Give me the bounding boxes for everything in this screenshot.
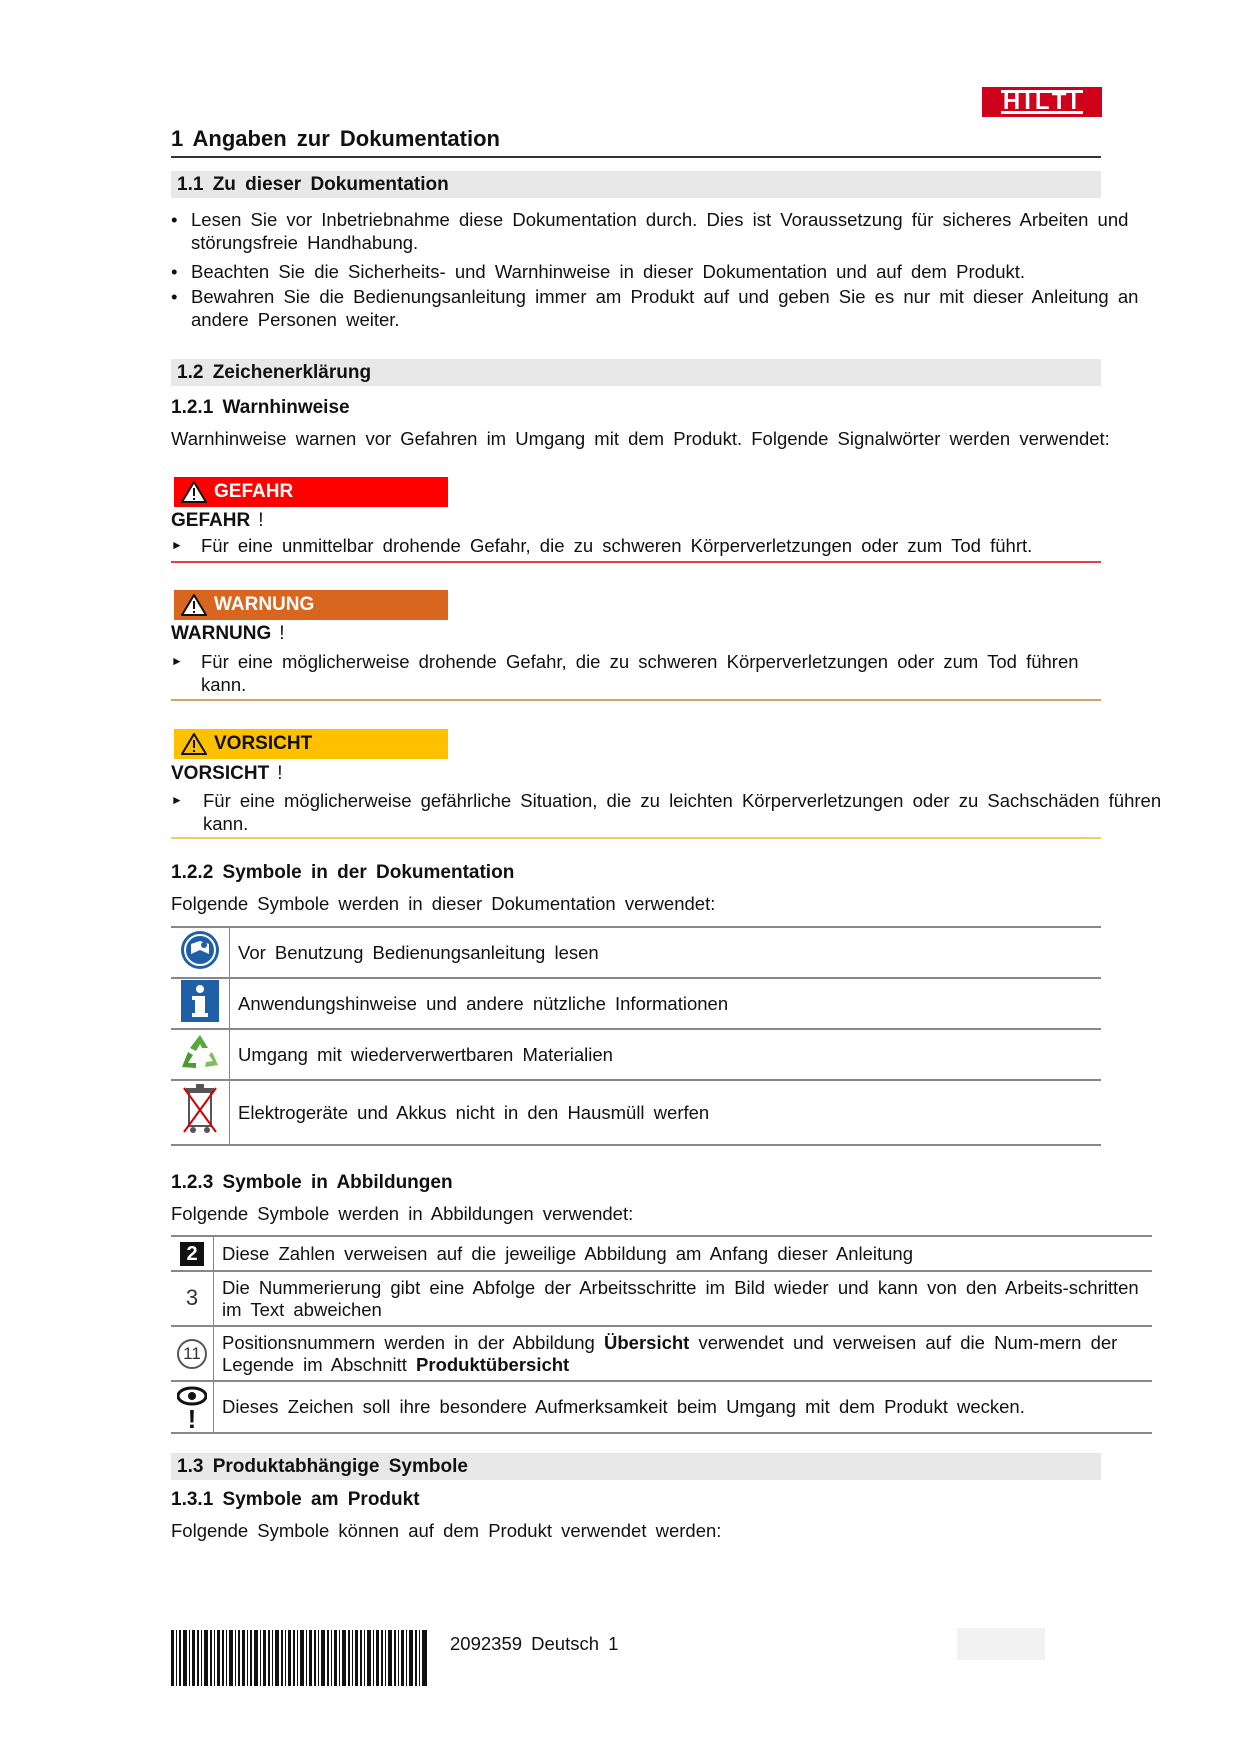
doc-symbols-intro: Folgende Symbole werden in dieser Dokumentation verwendet: xyxy=(171,893,716,914)
gefahr-text: Für eine unmittelbar drohende Gefahr, die zu schweren Körperverletzungen oder zum Tod führt. xyxy=(201,535,1033,556)
read-manual-icon xyxy=(171,927,230,978)
warning-triangle-icon xyxy=(174,733,214,755)
warnung-mark: ! xyxy=(279,623,285,644)
chapter-title: 1 Angaben zur Dokumentation xyxy=(171,126,1101,158)
fig-symbol-text: Dieses Zeichen soll ihre besondere Aufmerksamkeit beim Umgang mit dem Produkt wecken. xyxy=(214,1381,1153,1433)
gefahr-word: GEFAHR xyxy=(171,510,251,531)
table-row xyxy=(171,1029,1101,1080)
table-row xyxy=(171,1326,1152,1381)
vorsicht-label: VORSICHT xyxy=(214,733,313,754)
doc-symbol-text: Anwendungshinweise und andere nützliche Informationen xyxy=(230,978,1102,1029)
bullet-item: • Beachten Sie die Sicherheits- und Warnhinweise in dieser Dokumentation und auf dem Produkt. xyxy=(171,260,1156,283)
bullet-item: • Bewahren Sie die Bedienungsanleitung immer am Produkt auf und geben Sie es nur mit dieser Anleitung an andere Personen weiter. xyxy=(171,285,1181,331)
gefahr-description: ► Für eine unmittelbar drohende Gefahr, die zu schweren Körperverletzungen oder zum Tod führt. xyxy=(171,535,1033,556)
product-symbols-intro: Folgende Symbole können auf dem Produkt verwendet werden: xyxy=(171,1520,722,1541)
doc-symbol-text: Vor Benutzung Bedienungsanleitung lesen xyxy=(230,927,1102,978)
gefahr-banner xyxy=(174,477,448,507)
warnung-word: WARNUNG xyxy=(171,623,272,644)
attention-eye-icon: ! xyxy=(171,1381,214,1433)
logo-text: HILTI xyxy=(1002,88,1082,115)
fig-symbol-text: Die Nummerierung gibt eine Abfolge der Arbeitsschritte im Bild wieder und kann von den Arbeits-schritten im Text abweichen xyxy=(214,1271,1153,1326)
vorsicht-heading xyxy=(171,763,282,785)
bullet-item: • Lesen Sie vor Inbetriebnahme diese Dokumentation durch. Dies ist Voraussetzung für sicheres Arbeiten und störungsfreie Handhabung. xyxy=(171,209,1129,253)
warnings-intro: Warnhinweise warnen vor Gefahren im Umgang mit dem Produkt. Folgende Signalwörter werden verwendet: xyxy=(171,428,1110,449)
recycling-icon xyxy=(171,1029,230,1080)
page-marker xyxy=(957,1628,1045,1660)
position-number-icon: 11 xyxy=(171,1326,214,1381)
section-1-2-1-title: 1.2.1 Warnhinweise xyxy=(171,397,350,418)
warnung-text: Für eine möglicherweise drohende Gefahr, die zu schweren Körperverletzungen oder zum Tod führen kann. xyxy=(201,651,1079,695)
step-number-icon: 3 xyxy=(171,1271,214,1326)
barcode xyxy=(171,1630,427,1686)
table-row xyxy=(171,1271,1152,1326)
table-row xyxy=(171,1381,1152,1433)
hilti-logo xyxy=(982,87,1102,117)
gefahr-divider xyxy=(171,561,1101,563)
table-row xyxy=(171,927,1101,978)
vorsicht-description: ► Für eine möglicherweise gefährliche Situation, die zu leichten Körperverletzungen oder zu Sachschäden führen kann. xyxy=(171,789,1171,835)
doc-symbols-table xyxy=(171,926,1101,1146)
warnung-description: ► Für eine möglicherweise drohende Gefahr, die zu schweren Körperverletzungen oder zum Tod führen kann. xyxy=(171,650,1101,696)
section-1-1-title: 1.1 Zu dieser Dokumentation xyxy=(171,171,1101,198)
table-row xyxy=(171,1236,1152,1271)
gefahr-label: GEFAHR xyxy=(214,481,294,502)
warning-triangle-icon xyxy=(174,481,214,503)
info-icon xyxy=(171,978,230,1029)
section-1-3-title: 1.3 Produktabhängige Symbole xyxy=(171,1453,1101,1480)
warnung-heading xyxy=(171,623,285,645)
warning-triangle-icon xyxy=(174,594,214,616)
table-row xyxy=(171,1080,1101,1145)
doc-symbol-text: Elektrogeräte und Akkus nicht in den Hausmüll werfen xyxy=(230,1080,1102,1145)
fig-symbols-intro: Folgende Symbole werden in Abbildungen verwendet: xyxy=(171,1203,634,1224)
warnung-banner xyxy=(174,590,448,620)
section-1-3-1-title: 1.3.1 Symbole am Produkt xyxy=(171,1489,420,1510)
vorsicht-word: VORSICHT xyxy=(171,763,270,784)
bullet-text: Beachten Sie die Sicherheits- und Warnhinweise in dieser Dokumentation und auf dem Produkt. xyxy=(191,261,1026,282)
gefahr-mark: ! xyxy=(258,510,264,531)
warnung-divider xyxy=(171,699,1101,701)
crossed-bin-icon xyxy=(171,1080,230,1145)
figure-number-icon: 2 xyxy=(171,1236,214,1271)
vorsicht-divider xyxy=(171,837,1101,839)
section-1-2-title: 1.2 Zeichenerklärung xyxy=(171,359,1101,386)
gefahr-heading xyxy=(171,510,263,532)
section-1-2-2-title: 1.2.2 Symbole in der Dokumentation xyxy=(171,862,515,883)
warnung-label: WARNUNG xyxy=(214,594,315,615)
fig-symbols-table xyxy=(171,1235,1152,1434)
section-1-2-3-title: 1.2.3 Symbole in Abbildungen xyxy=(171,1172,453,1193)
fig-symbol-text: Positionsnummern werden in der Abbildung Übersicht verwendet und verweisen auf die Num-mern der Legende im Abschnitt Produktübersicht xyxy=(214,1326,1153,1381)
vorsicht-text: Für eine möglicherweise gefährliche Situation, die zu leichten Körperverletzungen oder zu Sachschäden führen kann. xyxy=(203,790,1162,834)
doc-symbol-text: Umgang mit wiederverwertbaren Materialien xyxy=(230,1029,1102,1080)
doc-number: 2092359 Deutsch 1 xyxy=(450,1633,619,1654)
bullet-text: Bewahren Sie die Bedienungsanleitung immer am Produkt auf und geben Sie es nur mit dieser Anleitung an andere Personen weiter. xyxy=(191,286,1139,330)
table-row xyxy=(171,978,1101,1029)
fig-symbol-text: Diese Zahlen verweisen auf die jeweilige Abbildung am Anfang dieser Anleitung xyxy=(214,1236,1153,1271)
vorsicht-mark: ! xyxy=(277,763,283,784)
vorsicht-banner xyxy=(174,729,448,759)
bullet-text: Lesen Sie vor Inbetriebnahme diese Dokumentation durch. Dies ist Voraussetzung für sicheres Arbeiten und störungsfreie Handhabung. xyxy=(191,209,1129,253)
